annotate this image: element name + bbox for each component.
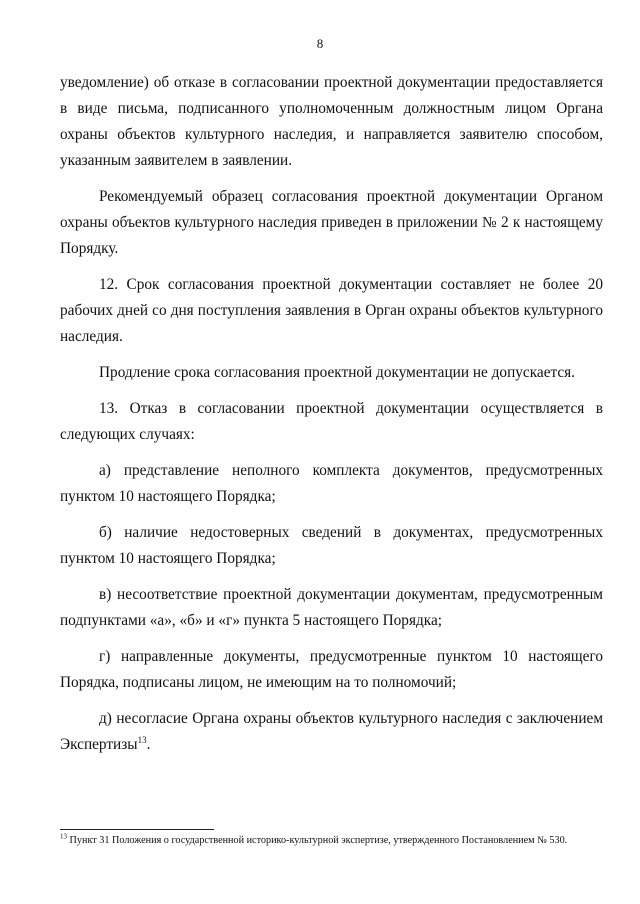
page-number: 8 [316,36,324,51]
footnote-text: Пункт 31 Положения о государственной историко-культурной экспертизе, утвержденного Постановлением № 530. [67,835,568,846]
paragraph: 12. Срок согласования проектной документации составляет не более 20 рабочих дней со дня поступления заявления в Орган охраны объектов культурного наследия. [60,276,603,345]
list-item-text: д) несогласие Органа охраны объектов культурного наследия с заключением Экспертизы [60,710,603,753]
footnote [60,834,620,848]
list-item: в) несоответствие проектной документации документам, предусмотренным подпунктами «а», «б» и «г» пункта 5 настоящего Порядка; [60,586,603,629]
list-item: г) направленные документы, предусмотренные пунктом 10 настоящего Порядка, подписаны лицом, не имеющим на то полномочий; [60,648,603,691]
paragraph: Продление срока согласования проектной документации не допускается. [99,364,576,381]
paragraph: Рекомендуемый образец согласования проектной документации Органом охраны объектов культурного наследия приведен в приложении № 2 к настоящему Порядку. [60,188,603,257]
list-item: б) наличие недостоверных сведений в документах, предусмотренных пунктом 10 настоящего Порядка; [60,524,603,567]
footnote-reference[interactable]: 13 [137,734,147,745]
final-punctuation: . [146,736,151,753]
paragraph: 13. Отказ в согласовании проектной документации осуществляется в следующих случаях: [60,400,603,443]
body-text [60,70,603,768]
footnote-marker: 13 [60,832,67,841]
list-item: а) представление неполного комплекта документов, предусмотренных пунктом 10 настоящего Порядка; [60,462,603,505]
footnote-separator [60,829,214,830]
list-item-with-footnote [60,706,603,758]
paragraph: уведомление) об отказе в согласовании проектной документации предоставляется в виде письма, подписанного уполномоченным должностным лицом Органа охраны объектов культурного наследия, и направляется заявителю способом, указанным заявителем в заявлении. [60,74,603,169]
